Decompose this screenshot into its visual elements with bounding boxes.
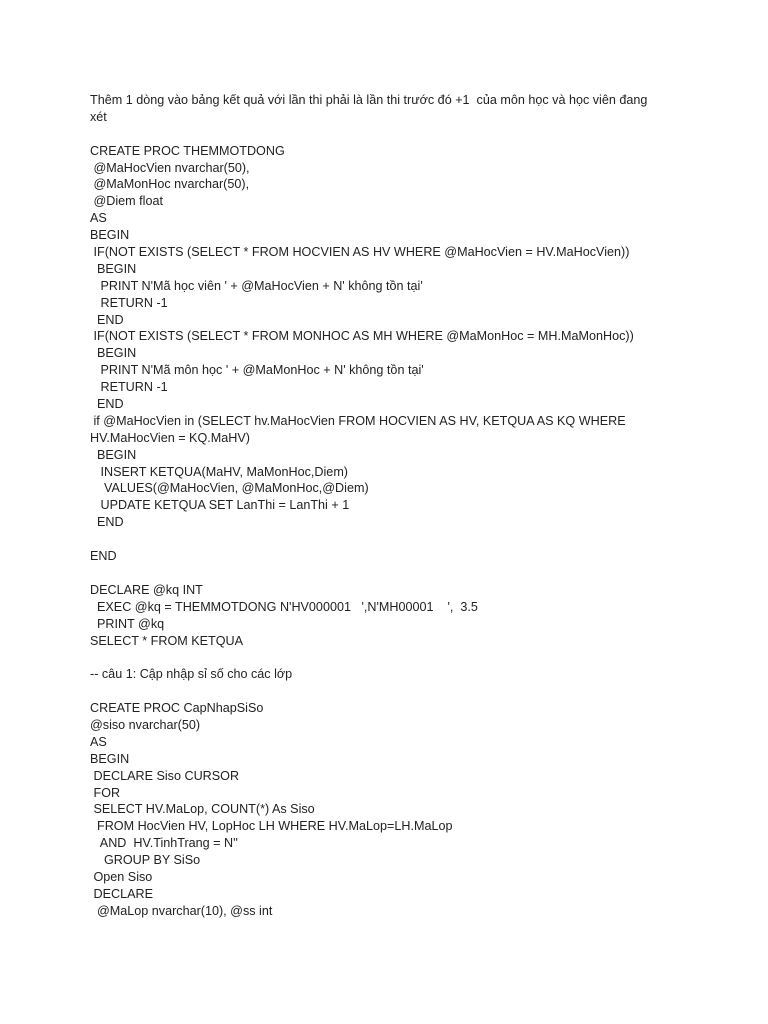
- document-line: -- câu 1: Cập nhập sỉ số cho các lớp: [90, 667, 293, 682]
- document-line: INSERT KETQUA(MaHV, MaMonHoc,Diem): [90, 464, 348, 479]
- document-line: BEGIN: [90, 228, 130, 243]
- document-line: GROUP BY SiSo: [90, 853, 201, 868]
- document-line: BEGIN: [90, 346, 137, 361]
- document-line: END: [90, 397, 124, 412]
- document-line: UPDATE KETQUA SET LanThi = LanThi + 1: [90, 498, 350, 513]
- document-page: [90, 92, 730, 920]
- document-line: @Diem float: [90, 194, 163, 209]
- document-line: SELECT HV.MaLop, COUNT(*) As Siso: [90, 802, 315, 817]
- document-line: @MaLop nvarchar(10), @ss int: [90, 903, 273, 918]
- document-line: [90, 565, 730, 582]
- document-line: PRINT @kq: [90, 616, 165, 631]
- document-line: FROM HocVien HV, LopHoc LH WHERE HV.MaLop=LH.MaLop: [90, 819, 453, 834]
- document-line: CREATE PROC CapNhapSiSo: [90, 701, 264, 716]
- document-line: DECLARE: [90, 886, 153, 901]
- document-line: END: [90, 515, 124, 530]
- document-line: END: [90, 549, 117, 564]
- document-line: PRINT N'Mã môn học ' + @MaMonHoc + N' không tồn tại': [90, 363, 424, 378]
- document-line: xét: [90, 109, 107, 124]
- document-line: [90, 531, 730, 548]
- document-line: RETURN -1: [90, 295, 168, 310]
- document-line: RETURN -1: [90, 380, 168, 395]
- document-line: DECLARE Siso CURSOR: [90, 768, 240, 783]
- document-line: VALUES(@MaHocVien, @MaMonHoc,@Diem): [90, 481, 369, 496]
- document-line: [90, 649, 730, 666]
- document-line: HV.MaHocVien = KQ.MaHV): [90, 430, 250, 445]
- document-line: if @MaHocVien in (SELECT hv.MaHocVien FROM HOCVIEN AS HV, KETQUA AS KQ WHERE: [90, 413, 626, 428]
- document-line: [90, 126, 730, 143]
- document-line: @siso nvarchar(50): [90, 717, 201, 732]
- document-line: END: [90, 312, 124, 327]
- document-line: [90, 683, 730, 700]
- document-line: EXEC @kq = THEMMOTDONG N'HV000001 ',N'MH00001 ', 3.5: [90, 599, 478, 614]
- document-line: @MaMonHoc nvarchar(50),: [90, 177, 250, 192]
- document-line: IF(NOT EXISTS (SELECT * FROM MONHOC AS MH WHERE @MaMonHoc = MH.MaMonHoc)): [90, 329, 634, 344]
- document-line: BEGIN: [90, 261, 137, 276]
- document-line: FOR: [90, 785, 121, 800]
- document-line: Open Siso: [90, 869, 153, 884]
- document-line: AND HV.TinhTrang = N'': [90, 836, 238, 851]
- document-line: SELECT * FROM KETQUA: [90, 633, 244, 648]
- document-line: Thêm 1 dòng vào bảng kết quả với lần thi phải là lần thi trước đó +1 của môn học và học viên đang: [90, 93, 648, 107]
- document-line: AS: [90, 211, 107, 226]
- document-line: AS: [90, 734, 107, 749]
- document-line: BEGIN: [90, 447, 137, 462]
- document-line: CREATE PROC THEMMOTDONG: [90, 143, 285, 158]
- document-line: BEGIN: [90, 751, 130, 766]
- document-line: IF(NOT EXISTS (SELECT * FROM HOCVIEN AS HV WHERE @MaHocVien = HV.MaHocVien)): [90, 245, 630, 260]
- document-line: PRINT N'Mã học viên ' + @MaHocVien + N' không tồn tại': [90, 278, 423, 293]
- document-line: @MaHocVien nvarchar(50),: [90, 160, 250, 175]
- document-line: DECLARE @kq INT: [90, 582, 203, 597]
